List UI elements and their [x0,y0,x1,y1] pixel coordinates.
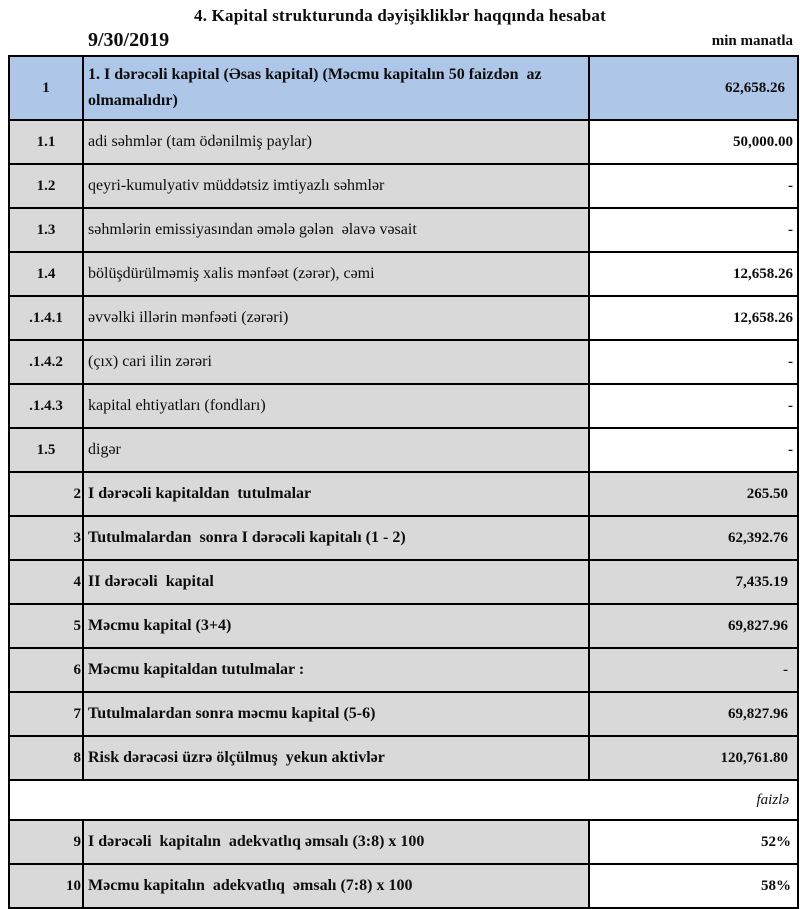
row-value-cell: 265.50 [589,472,798,516]
table-row [9,252,798,296]
row-label-cell: 1. I dərəcəli kapital (Əsas kapital) (Məcmu kapitalın 50 faizdən az olmamalıdır) [83,56,589,120]
row-number-cell: 1.5 [9,428,83,472]
row-number-cell: 4 [9,560,83,604]
row-number-cell: 1 [9,56,83,120]
table-row [9,208,798,252]
row-number-cell: 1.1 [9,120,83,164]
row-label-cell: kapital ehtiyatları (fondları) [83,384,589,428]
row-value-cell: 62,658.26 [589,56,798,120]
row-label-cell: digər [83,428,589,472]
row-value-cell: 7,435.19 [589,560,798,604]
row-number-cell: .1.4.1 [9,296,83,340]
row-value-cell: - [589,384,798,428]
row-label-cell: Risk dərəcəsi üzrə ölçülmuş yekun aktivlər [83,736,589,780]
row-number-cell: .1.4.3 [9,384,83,428]
table-row [9,604,798,648]
row-value-cell: 12,658.26 [589,252,798,296]
table-row [9,120,798,164]
table-row [9,692,798,736]
row-number-cell: 8 [9,736,83,780]
percent-note: faizlə [9,780,798,820]
row-label-cell: Tutulmalardan sonra məcmu kapital (5-6) [83,692,589,736]
row-label-cell: Məcmu kapitalın adekvatlıq əmsalı (7:8) x 100 [83,864,589,908]
table-row [9,820,798,864]
row-number-cell: 3 [9,516,83,560]
table-row [9,56,798,120]
row-number-cell: 2 [9,472,83,516]
table-row [9,296,798,340]
row-number-cell: 1.4 [9,252,83,296]
row-number-cell: 5 [9,604,83,648]
unit-label: min manatla [711,33,793,49]
row-label-cell: (çıx) cari ilin zərəri [83,340,589,384]
row-number-cell: 6 [9,648,83,692]
row-value-cell: - [589,428,798,472]
row-value-cell: 58% [589,864,798,908]
table-body [9,56,798,908]
row-label-cell: I dərəcəli kapitalın adekvatlıq əmsalı (3:8) x 100 [83,820,589,864]
table-row [9,428,798,472]
row-value-cell: 12,658.26 [589,296,798,340]
table-row [9,648,798,692]
report-subheader [88,29,793,52]
row-value-cell: 50,000.00 [589,120,798,164]
table-row [9,864,798,908]
report-date: 9/30/2019 [88,29,170,51]
table-row [9,516,798,560]
row-value-cell: 52% [589,820,798,864]
row-number-cell: 1.3 [9,208,83,252]
row-label-cell: bölüşdürülməmiş xalis mənfəət (zərər), cəmi [83,252,589,296]
capital-structure-table [8,55,799,909]
page-title: 4. Kapital strukturunda dəyişikliklər haqqında hesabat [194,6,606,25]
table-row [9,560,798,604]
row-number-cell: 7 [9,692,83,736]
row-value-cell: 69,827.96 [589,692,798,736]
row-label-cell: səhmlərin emissiyasından əmələ gələn əlavə vəsait [83,208,589,252]
row-label-cell: II dərəcəli kapital [83,560,589,604]
table-row [9,472,798,516]
row-label-cell: qeyri-kumulyativ müddətsiz imtiyazlı səhmlər [83,164,589,208]
table-row [9,164,798,208]
row-label-cell: adi səhmlər (tam ödənilmiş paylar) [83,120,589,164]
row-label-cell: Tutulmalardan sonra I dərəcəli kapitalı (1 - 2) [83,516,589,560]
row-label-cell: I dərəcəli kapitaldan tutulmalar [83,472,589,516]
table-row [9,340,798,384]
row-number-cell: .1.4.2 [9,340,83,384]
row-label-cell: əvvəlki illərin mənfəəti (zərəri) [83,296,589,340]
row-number-cell: 1.2 [9,164,83,208]
row-value-cell: 69,827.96 [589,604,798,648]
row-value-cell: 120,761.80 [589,736,798,780]
row-value-cell: 62,392.76 [589,516,798,560]
row-value-cell: - [589,164,798,208]
row-value-cell: - [589,208,798,252]
row-label-cell: Məcmu kapital (3+4) [83,604,589,648]
row-number-cell: 9 [9,820,83,864]
table-row [9,780,798,820]
table-row [9,736,798,780]
row-value-cell: - [589,340,798,384]
row-label-cell: Məcmu kapitaldan tutulmalar : [83,648,589,692]
row-number-cell: 10 [9,864,83,908]
table-row [9,384,798,428]
row-value-cell: - [589,648,798,692]
